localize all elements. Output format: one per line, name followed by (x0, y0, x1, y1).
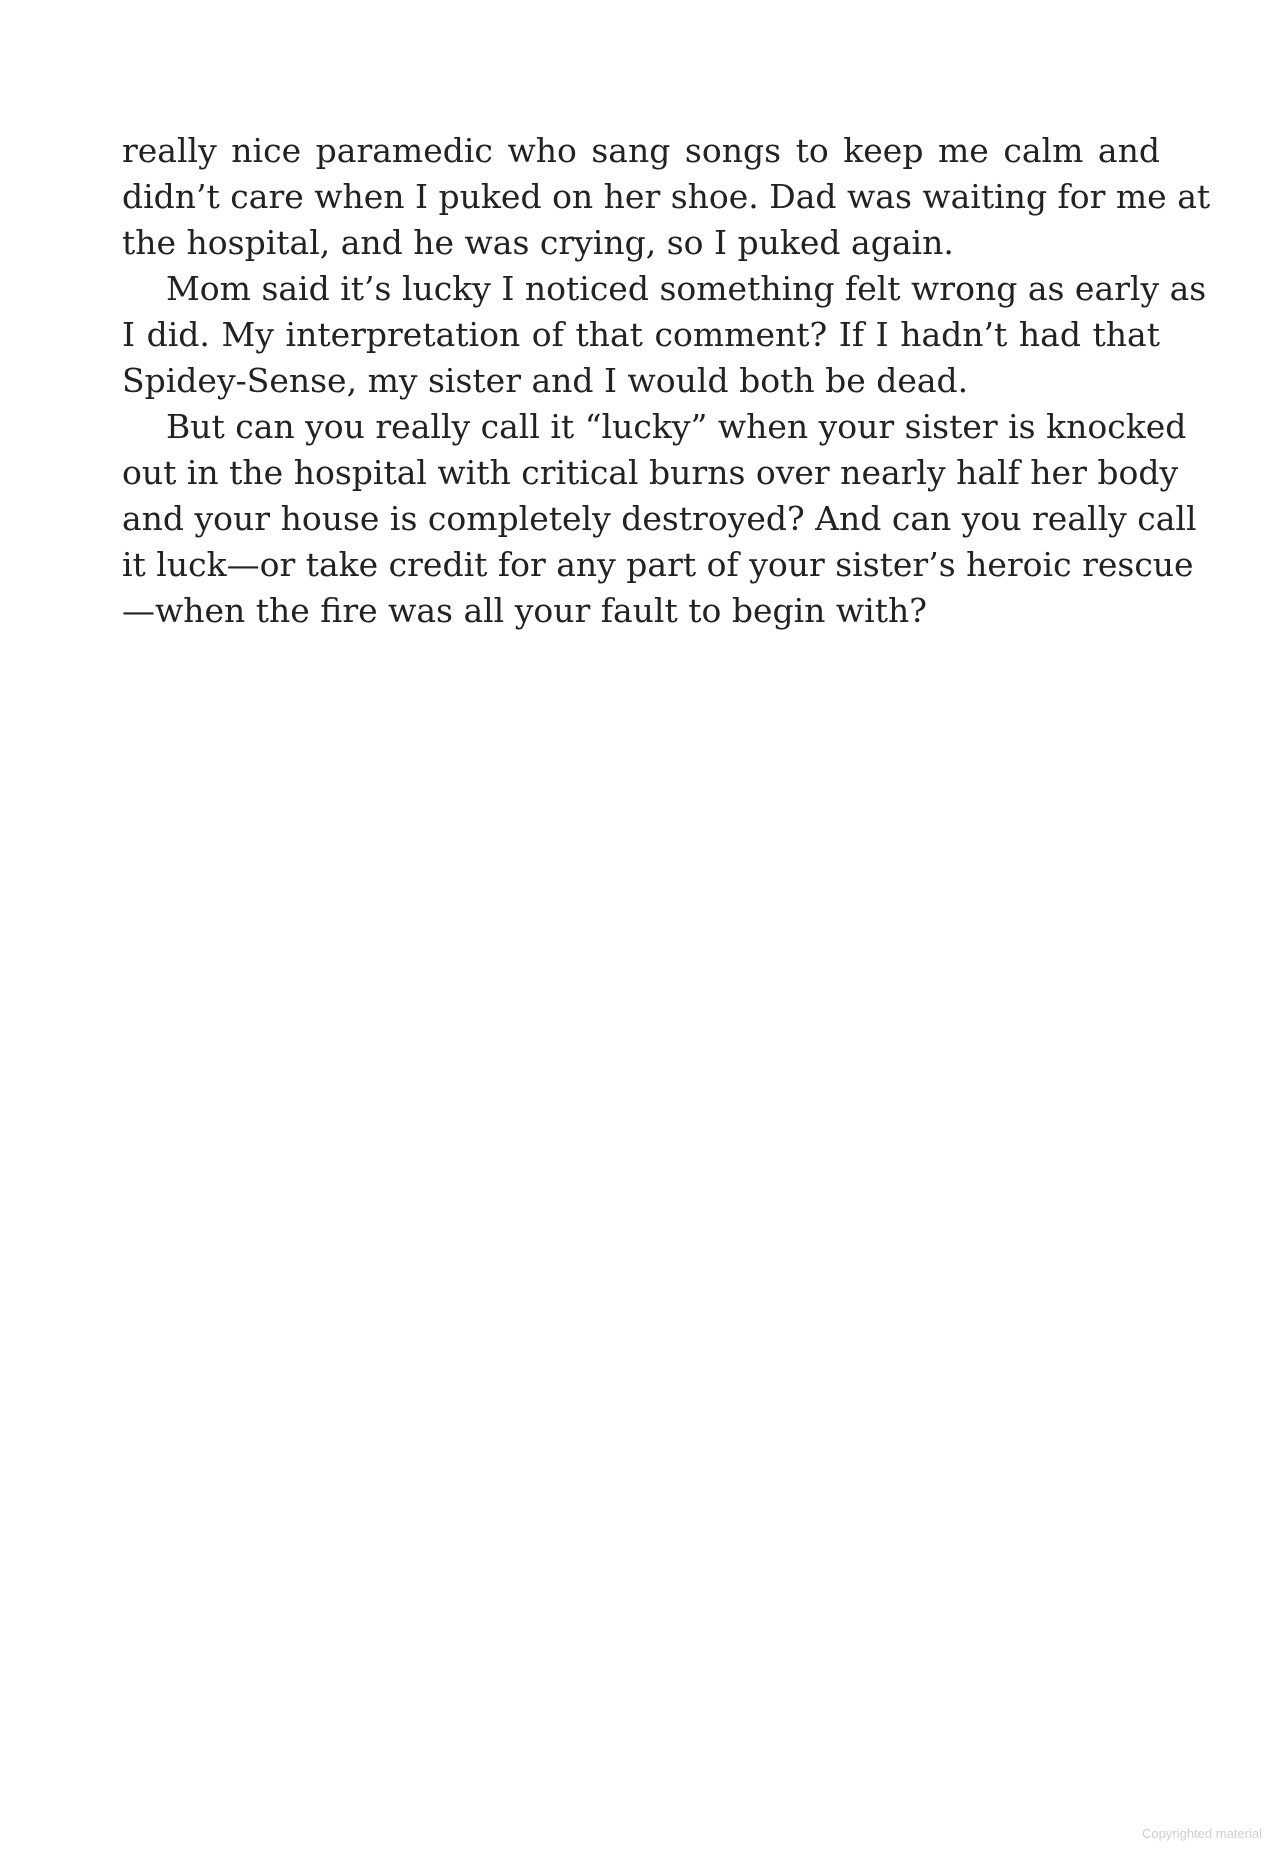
text-line-5: I did. My interpretation of that comment? If I hadn’t had that (122, 315, 1160, 354)
text-line-11: —when the fire was all your fault to begin with? (122, 591, 927, 630)
body-text (122, 128, 1211, 634)
text-line-10: it luck—or take credit for any part of your sister’s heroic rescue (122, 545, 1194, 584)
text-line-2: didn’t care when I puked on her shoe. Dad was waiting for me at (122, 177, 1211, 216)
text-line-8: out in the hospital with critical burns over nearly half her body (122, 453, 1179, 492)
text-line-4: Mom said it’s lucky I noticed something felt wrong as early as (166, 269, 1207, 308)
text-line-9: and your house is completely destroyed? And can you really call (122, 499, 1197, 538)
text-line-3: the hospital, and he was crying, so I puked again. (122, 223, 954, 262)
text-line-6: Spidey-Sense, my sister and I would both be dead. (122, 361, 969, 400)
copyright-watermark: Copyrighted material (1142, 1826, 1262, 1841)
text-line-1: really nice paramedic who sang songs to keep me calm and (122, 131, 1160, 170)
text-line-7: But can you really call it “lucky” when your sister is knocked (166, 407, 1187, 446)
